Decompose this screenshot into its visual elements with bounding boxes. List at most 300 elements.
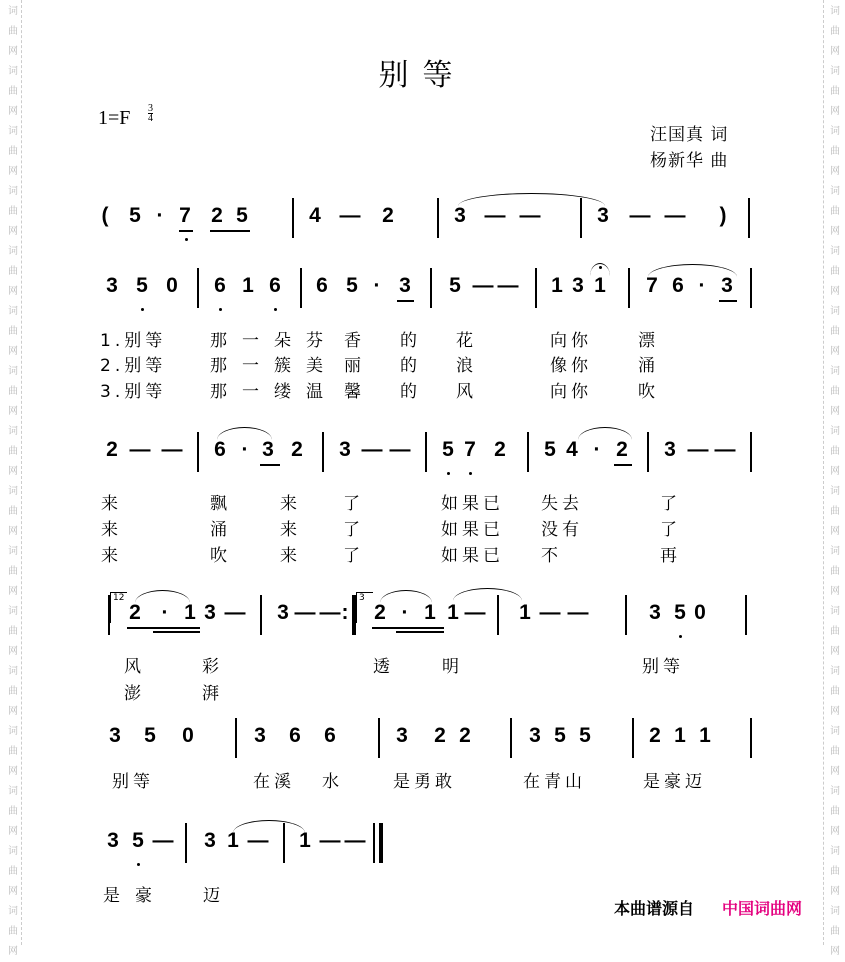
tie-slur [380,590,432,603]
watermark-char: 词 [8,6,18,17]
note: 6 [289,724,301,747]
note: 1 [594,274,606,297]
watermark-char: 网 [830,766,840,777]
lyric-text: 没有 [541,520,583,540]
watermark-char: 曲 [830,326,840,337]
watermark-char: 词 [8,846,18,857]
volta-first: 12 [110,592,127,623]
watermark-char: 网 [8,826,18,837]
lyric-text: 别等 [642,657,684,677]
lyric-text: 是豪迈 [643,772,706,792]
watermark-char: 词 [8,186,18,197]
left-margin-line [21,0,22,945]
lyric-text: 吹 [210,546,231,566]
note: 5 [236,204,248,227]
note: 2 [382,204,394,227]
note: — [319,601,341,624]
note: 1 [184,601,196,624]
lyric-text: 明 [442,657,463,677]
lyric-text: 馨 [344,382,365,402]
watermark-char: 曲 [8,746,18,757]
tie-slur [217,427,272,440]
watermark-char: 网 [830,226,840,237]
volta-second: 3 [356,592,373,623]
note: 3 [454,204,466,227]
lyric-text: 是 [103,886,124,906]
underline [179,230,193,232]
barline [750,718,752,758]
barline [647,432,649,472]
note: · [161,601,169,624]
watermark-char: 词 [8,306,18,317]
note: 1 [424,601,436,624]
watermark-char: 曲 [830,746,840,757]
lyric-text: 向你 [550,331,592,351]
note: · [156,204,164,227]
watermark-char: 曲 [8,446,18,457]
watermark-char: 词 [8,366,18,377]
note: — [464,601,486,624]
watermark-char: 词 [830,186,840,197]
note: 7 [179,204,191,227]
lyric-text: 温 [306,382,327,402]
watermark-char: 词 [830,906,840,917]
watermark-char: 曲 [830,686,840,697]
note: 3 [254,724,266,747]
barline [497,595,499,635]
note: — [361,438,383,461]
barline [235,718,237,758]
note: 6 [316,274,328,297]
lyric-text: 一 [242,382,263,402]
watermark-char: 网 [830,526,840,537]
lyric-text: 飘 [210,494,231,514]
note: 3 [721,274,733,297]
barline [300,268,302,308]
note: 2 [434,724,446,747]
tie-slur [648,264,737,277]
watermark-char: 词 [830,546,840,557]
watermark-char: 曲 [8,686,18,697]
watermark-char: 网 [8,886,18,897]
note: — [539,601,561,624]
note: 3 [572,274,584,297]
watermark-char: 词 [8,126,18,137]
underline [719,300,737,302]
underline [153,631,200,633]
barline [430,268,432,308]
watermark-char: 网 [8,106,18,117]
lyric-text: 浪 [456,356,477,376]
watermark-char: 词 [830,606,840,617]
underline [210,230,250,232]
note: — [389,438,411,461]
watermark-char: 网 [8,526,18,537]
octave-dot-below [141,308,144,311]
watermark-char: 曲 [830,926,840,937]
lyric-text: 那 [210,356,231,376]
note: — [714,438,736,461]
note: · [373,274,381,297]
lyric-text: 了 [343,520,364,540]
note: 2 [494,438,506,461]
note: 3 [597,204,609,227]
note: 3 [277,601,289,624]
watermark-char: 词 [8,66,18,77]
watermark-char: 词 [830,786,840,797]
note: — [294,601,316,624]
note: 2 [616,438,628,461]
watermark-char: 曲 [830,146,840,157]
note: 1 [227,829,239,852]
watermark-char: 曲 [830,266,840,277]
lyric-text: 丽 [344,356,365,376]
barline [750,432,752,472]
note: ) [719,204,727,227]
note: 7 [646,274,658,297]
lyric-text: 如果已 [441,520,504,540]
octave-dot-below [447,472,450,475]
lyric-text: 别等 [112,772,154,792]
barline [510,718,512,758]
lyric-text: 澎 [124,684,145,704]
watermark-char: 词 [8,906,18,917]
watermark-char: 曲 [8,206,18,217]
watermark-char: 词 [8,426,18,437]
barline [745,595,747,635]
tie-slur [458,193,605,206]
watermark-char: 曲 [830,866,840,877]
underline [614,464,632,466]
note: 6 [269,274,281,297]
underline [127,627,200,629]
underline [372,627,444,629]
time-signature [148,104,153,123]
note: · [698,274,706,297]
watermark-char: 词 [830,486,840,497]
watermark-char: 网 [8,346,18,357]
watermark-char: 曲 [830,26,840,37]
note: 5 [346,274,358,297]
watermark-char: 词 [8,606,18,617]
watermark-char: 网 [8,46,18,57]
key-signature: 1=F [98,107,131,129]
underline [397,300,414,302]
watermark-char: 网 [830,166,840,177]
note: 2 [211,204,223,227]
lyric-text: 了 [660,520,681,540]
underline [260,464,280,466]
lyric-text: 如果已 [441,546,504,566]
note: 3 [399,274,411,297]
note: 6 [214,274,226,297]
note: — [129,438,151,461]
lyric-text: 一 [242,331,263,351]
watermark-char: 网 [8,766,18,777]
note: 1 [674,724,686,747]
watermark-char: 曲 [8,86,18,97]
lyric-text: 朵 [274,331,295,351]
lyric-text: 漂 [638,331,659,351]
watermark-char: 曲 [830,446,840,457]
lyric-text: 来 [280,546,301,566]
lyric-text: 缕 [274,382,295,402]
lyric-text: 来 [101,546,122,566]
lyric-text: 了 [343,546,364,566]
watermark-char: 曲 [8,386,18,397]
lyric-text: 的 [400,356,421,376]
note: 0 [166,274,178,297]
note: — [319,829,341,852]
barline [425,432,427,472]
note: 3 [106,274,118,297]
right-margin-line [823,0,824,945]
watermark-char: 词 [8,666,18,677]
note: 2 [374,601,386,624]
note: · [241,438,249,461]
lyric-text: 不 [541,546,562,566]
lyric-text: 水 [322,772,343,792]
note: ( [101,204,109,227]
barline [197,432,199,472]
note: — [519,204,541,227]
watermark-char: 网 [830,406,840,417]
note: — [484,204,506,227]
lyric-text: 向你 [550,382,592,402]
final-barline [379,823,383,863]
note: 3 [529,724,541,747]
tie-slur [453,588,522,601]
watermark-char: 词 [830,66,840,77]
lyric-text: 透 [373,657,394,677]
note: · [593,438,601,461]
lyric-text: 是勇敢 [393,772,456,792]
watermark-char: 词 [830,846,840,857]
watermark-char: 网 [8,406,18,417]
lyric-text: 吹 [638,382,659,402]
note: — [687,438,709,461]
barline [260,595,262,635]
barline [185,823,187,863]
time-sig-bottom: 4 [148,113,153,124]
note: 2 [649,724,661,747]
lyricist-credit: 汪国真 词 [650,125,729,145]
watermark-char: 曲 [8,806,18,817]
note: — [339,204,361,227]
watermark-char: 网 [8,646,18,657]
note: 2 [106,438,118,461]
barline [292,198,294,238]
note: 5 [144,724,156,747]
watermark-char: 词 [8,786,18,797]
tie-slur [135,590,190,603]
watermark-char: 词 [830,366,840,377]
note: — [472,274,494,297]
barline [437,198,439,238]
composer-credit: 杨新华 曲 [650,151,729,171]
watermark-char: 网 [8,286,18,297]
lyric-text: 在溪 [253,772,295,792]
lyric-text: 美 [306,356,327,376]
watermark-char: 词 [830,306,840,317]
watermark-char: 词 [830,246,840,257]
watermark-char: 网 [830,286,840,297]
barline [322,432,324,472]
tie-slur [578,427,632,440]
watermark-char: 曲 [830,386,840,397]
watermark-char: 网 [830,946,840,957]
watermark-char: 词 [8,246,18,257]
barline [378,718,380,758]
note: — [152,829,174,852]
watermark-char: 网 [830,346,840,357]
note: — [247,829,269,852]
watermark-char: 网 [830,886,840,897]
octave-dot-below [219,308,222,311]
watermark-char: 词 [8,546,18,557]
octave-dot-below [679,635,682,638]
watermark-char: 曲 [8,926,18,937]
watermark-char: 词 [830,426,840,437]
note: 1 [519,601,531,624]
watermark-char: 曲 [8,626,18,637]
note: 5 [449,274,461,297]
lyric-text: 1.别等 [100,331,167,351]
lyric-text: 一 [242,356,263,376]
watermark-char: 曲 [830,806,840,817]
lyric-text: 来 [101,494,122,514]
note: 3 [339,438,351,461]
note: — [629,204,651,227]
watermark-char: 网 [830,586,840,597]
lyric-text: 像你 [550,356,592,376]
barline [535,268,537,308]
barline [628,268,630,308]
note: 6 [214,438,226,461]
watermark-char: 曲 [830,506,840,517]
note: 2 [129,601,141,624]
barline [625,595,627,635]
tie-slur [590,263,610,276]
watermark-char: 曲 [8,26,18,37]
watermark-char: 曲 [830,206,840,217]
site-name-link[interactable]: 中国词曲网 [722,899,803,918]
note: : [341,601,349,624]
note: 5 [554,724,566,747]
note: 5 [544,438,556,461]
note: 6 [672,274,684,297]
underline [396,631,444,633]
watermark-char: 网 [830,706,840,717]
lyric-text: 风 [124,657,145,677]
watermark-char: 曲 [830,86,840,97]
note: 5 [579,724,591,747]
lyric-text: 失去 [541,494,583,514]
watermark-char: 曲 [830,626,840,637]
note: 5 [442,438,454,461]
note: 2 [291,438,303,461]
lyric-text: 来 [101,520,122,540]
watermark-char: 词 [8,486,18,497]
lyric-text: 来 [280,494,301,514]
lyric-text: 再 [660,546,681,566]
watermark-char: 曲 [8,146,18,157]
note: 3 [396,724,408,747]
note: 4 [309,204,321,227]
watermark-char: 词 [830,666,840,677]
lyric-text: 2.别等 [100,356,167,376]
lyric-text: 彩 [202,657,223,677]
note: 2 [459,724,471,747]
watermark-char: 网 [830,826,840,837]
note: 3 [262,438,274,461]
note: 6 [324,724,336,747]
watermark-char: 曲 [8,506,18,517]
watermark-char: 网 [830,646,840,657]
octave-dot-below [137,863,140,866]
watermark-char: 曲 [8,566,18,577]
note: 1 [551,274,563,297]
note: — [497,274,519,297]
lyric-text: 了 [343,494,364,514]
note: — [224,601,246,624]
watermark-char: 词 [830,126,840,137]
lyric-text: 在青山 [523,772,586,792]
note: 1 [242,274,254,297]
watermark-char: 网 [830,106,840,117]
watermark-char: 网 [8,166,18,177]
lyric-text: 那 [210,382,231,402]
note: 3 [204,829,216,852]
barline [632,718,634,758]
note: 7 [464,438,476,461]
note: 5 [136,274,148,297]
octave-dot-below [185,238,188,241]
barline [750,268,752,308]
final-barline-thin [373,823,375,863]
watermark-char: 网 [830,466,840,477]
watermark-char: 曲 [8,326,18,337]
lyric-text: 3.别等 [100,382,167,402]
note: — [567,601,589,624]
watermark-char: 词 [8,726,18,737]
lyric-text: 涌 [210,520,231,540]
watermark-char: 网 [8,706,18,717]
note: 3 [204,601,216,624]
watermark-char: 网 [8,946,18,957]
note: 0 [182,724,194,747]
note: — [664,204,686,227]
watermark-char: 词 [830,6,840,17]
watermark-char: 网 [8,466,18,477]
watermark-char: 网 [830,46,840,57]
note: — [161,438,183,461]
note: 3 [664,438,676,461]
note: — [344,829,366,852]
lyric-text: 花 [456,331,477,351]
lyric-text: 风 [456,382,477,402]
watermark-char: 词 [830,726,840,737]
lyric-text: 迈 [203,886,224,906]
time-sig-top: 3 [148,103,153,114]
note: 4 [566,438,578,461]
watermark-char: 曲 [830,566,840,577]
barline [197,268,199,308]
watermark-char: 网 [8,226,18,237]
barline [748,198,750,238]
octave-dot-below [274,308,277,311]
song-title: 别等 [378,58,467,93]
